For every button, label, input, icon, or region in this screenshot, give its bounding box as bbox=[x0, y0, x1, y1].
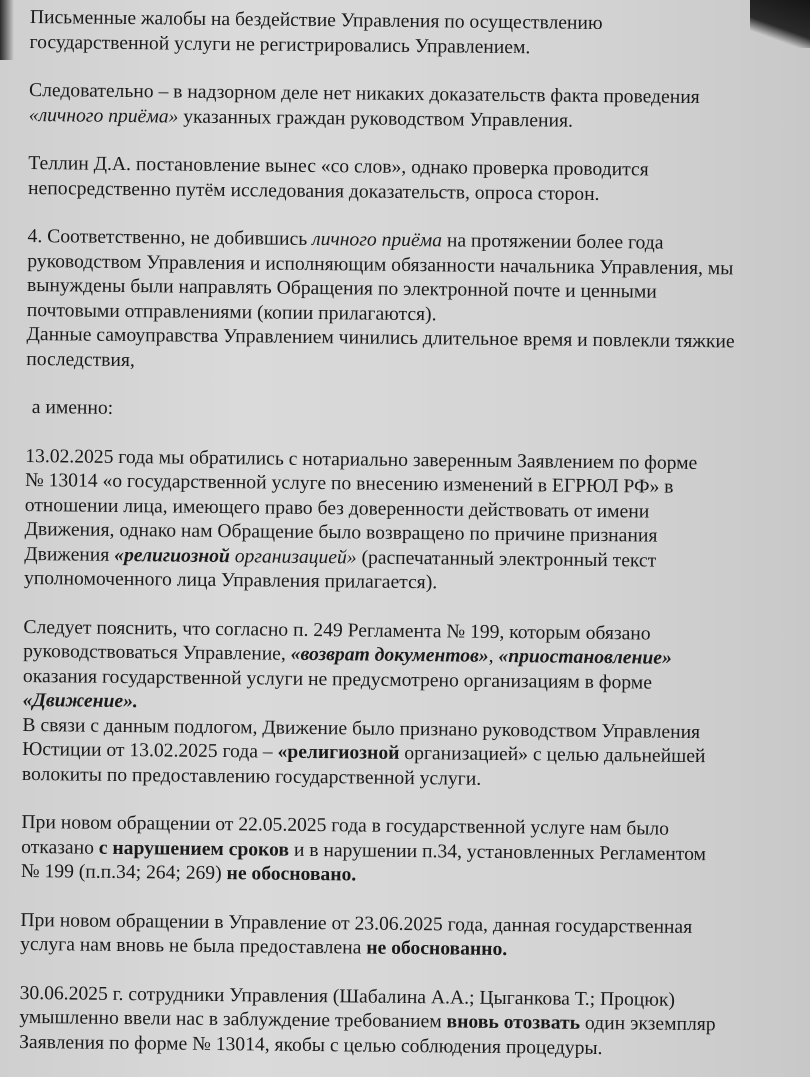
italic-phrase: организацией» bbox=[229, 545, 357, 568]
text-line: уполномоченного лица Управления прилагается). bbox=[23, 567, 438, 594]
italic-phrase: «личного приёма» bbox=[28, 104, 179, 128]
text-fragment: , bbox=[488, 645, 499, 667]
text-line: волокиты по предоставлению государственной услуги. bbox=[21, 763, 482, 790]
text-line: При новом обращении в Управление от 23.06.2025 года, данная государственная bbox=[20, 909, 693, 938]
document-text bbox=[19, 6, 800, 1063]
text-fragment: руководствоваться Управление, bbox=[23, 640, 291, 665]
text-fragment: (распечатанный электронный текст bbox=[356, 546, 657, 572]
paragraph-tellin bbox=[28, 152, 798, 209]
text-line: Заявления по форме № 13014, якобы с целью соблюдения процедуры. bbox=[19, 1031, 603, 1059]
text-fragment: Юстиции от 13.02.2025 года – bbox=[22, 738, 278, 763]
bold-phrase: не обосновано. bbox=[226, 863, 357, 886]
text-line: руководством Управления и исполняющим обязанности начальника Управления, мы bbox=[27, 250, 734, 279]
text-fragment: и в нарушении п.34, установленных Регламентом bbox=[288, 839, 707, 865]
text-line: последствия, bbox=[26, 348, 135, 371]
italic-phrase: личного приёма bbox=[311, 228, 443, 252]
text-line: Письменные жалобы на бездействие Управления по осуществлению bbox=[29, 6, 603, 34]
text-line: Движения, однако нам Обращение было возвращено по причине признания bbox=[24, 518, 658, 547]
bold-italic-phrase: «приостановление» bbox=[498, 645, 672, 669]
text-line: Данные самоуправства Управлением чинились длительное время и повлекли тяжкие bbox=[26, 323, 735, 353]
text-line: В связи с данным подлогом, Движение было признано руководством Управления bbox=[22, 714, 701, 743]
text-fragment: указанных граждан руководством Управления. bbox=[178, 106, 574, 132]
paragraph-22-05-2025 bbox=[21, 811, 792, 893]
text-line: 13.02.2025 года мы обратились с нотариально заверенным Заявлением по форме bbox=[25, 445, 698, 474]
text-fragment: № 199 (п.п.34; 264; 269) bbox=[20, 860, 227, 885]
text-line: а именно: bbox=[31, 397, 114, 419]
text-fragment: на протяжении более года bbox=[441, 230, 664, 254]
paragraph-evidence bbox=[29, 79, 799, 136]
bold-phrase: с нарушением сроков bbox=[98, 837, 290, 861]
text-fragment: умышленно ввели нас в заблуждение требованием bbox=[19, 1006, 447, 1033]
text-line: вынуждены были направлять Обращения по электронной почте и ценными bbox=[26, 274, 657, 303]
text-line: № 13014 «о государственной услуге по внесению изменений в ЕГРЮЛ РФ» в bbox=[24, 469, 674, 498]
text-line: оказания государственной услуги не предусмотрено организациям в форме bbox=[22, 665, 653, 694]
paragraph-complaints bbox=[29, 6, 799, 63]
text-line: При новом обращении от 22.05.2025 года в государственной услуге нам было bbox=[21, 811, 670, 840]
text-line: отношении лица, имеющего право без доверенности действовать от имени bbox=[24, 494, 650, 523]
text-line: Следовательно – в надзорном деле нет никаких доказательств факта проведения bbox=[29, 79, 700, 109]
paragraph-30-06-2025 bbox=[19, 981, 790, 1063]
bold-phrase: не обоснованно. bbox=[366, 937, 508, 961]
paragraph-13-02-2025 bbox=[24, 444, 795, 599]
paragraph-point-4 bbox=[26, 225, 797, 380]
text-fragment: 4. Соответственно, не добившись bbox=[27, 225, 313, 250]
text-fragment: Движения bbox=[24, 543, 115, 566]
text-fragment: один экземпляр bbox=[579, 1012, 716, 1036]
text-line: непосредственно путём исследования доказательств, опроса сторон. bbox=[27, 177, 600, 205]
bold-phrase: «религиозной bbox=[277, 741, 400, 764]
text-line: Теллин Д.А. постановление вынес «со слов», однако проверка проводится bbox=[28, 152, 649, 181]
text-fragment: услуга нам вновь не была предоставлена bbox=[20, 933, 367, 959]
bold-italic-phrase: «возврат документов» bbox=[290, 643, 489, 667]
text-line: 30.06.2025 г. сотрудники Управления (Шабалина А.А.; Цыганкова Т.; Процюк) bbox=[19, 982, 676, 1011]
bold-italic-phrase: «Движение». bbox=[22, 689, 138, 713]
bold-italic-phrase: «религиозной bbox=[114, 544, 230, 567]
background-edge-shadow-left bbox=[0, 0, 14, 60]
paragraph-23-06-2025 bbox=[20, 908, 790, 965]
bold-phrase: вновь отозвать bbox=[446, 1011, 581, 1034]
text-fragment: отказано bbox=[21, 836, 99, 859]
text-line: государственной услуги не регистрировались Управлением. bbox=[29, 31, 531, 58]
paragraph-regulation-249 bbox=[22, 615, 794, 795]
text-line: почтовыми отправлениями (копии прилагаются). bbox=[26, 299, 437, 325]
text-fragment: организацией» с целью дальнейшей bbox=[399, 742, 706, 768]
text-line: Следует пояснить, что согласно п. 249 Регламента № 199, которым обязано bbox=[23, 616, 651, 645]
